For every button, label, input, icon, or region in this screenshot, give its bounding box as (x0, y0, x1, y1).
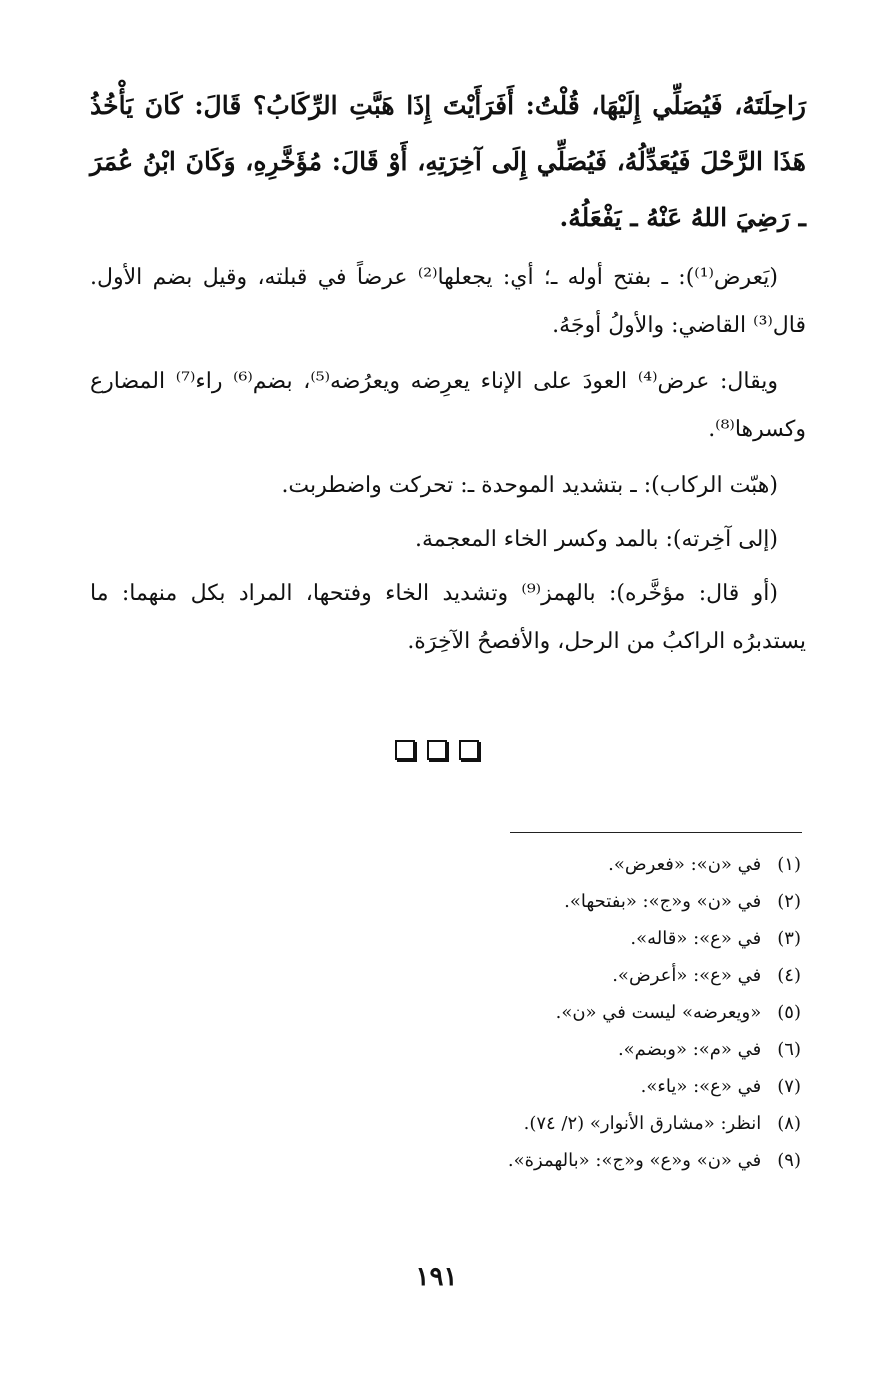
separator-square-icon (427, 740, 447, 760)
footnote: (٣) في «ع»: «قاله». (630, 928, 801, 949)
commentary-paragraph-1: (يَعرض⁽¹⁾): ـ بفتح أوله ـ؛ أي: يجعلها⁽²⁾ عرضاً في قبلته، وقيل بضم الأول. قال⁽³⁾ القاضي: والأولُ أوجَهُ. (90, 265, 806, 338)
section-separator (0, 740, 873, 760)
main-text (90, 78, 806, 674)
footnote: (٩) في «ن» و«ع» و«ج»: «بالهمزة». (507, 1150, 801, 1171)
footnote: (١) في «ن»: «فعرض». (608, 854, 801, 875)
commentary-paragraph-2: ويقال: عرض⁽⁴⁾ العودَ على الإناء يعرِضه ويعرُضه⁽⁵⁾، بضم⁽⁶⁾ راء⁽⁷⁾ المضارع وكسرها⁽⁸⁾. (90, 369, 806, 442)
footnote: (٥) «ويعرضه» ليست في «ن». (555, 1002, 801, 1023)
commentary-paragraph-5: (أو قال: مؤخَّره): بالهمز⁽⁹⁾ وتشديد الخاء وفتحها، المراد بكل منهما: ما يستدبرُه الراكبُ من الرحل، والأفصحُ الآخِرَة. (90, 581, 806, 654)
footnotes-list (241, 846, 801, 1179)
separator-square-icon (395, 740, 415, 760)
footnote-divider (510, 832, 802, 833)
commentary-paragraph-3: (هبّت الركاب): ـ بتشديد الموحدة ـ: تحركت واضطربت. (281, 473, 778, 498)
footnote: (٤) في «ع»: «أعرض». (612, 965, 801, 986)
footnote: (٦) في «م»: «وبضم». (617, 1039, 801, 1060)
footnote: (٧) في «ع»: «ياء». (640, 1076, 801, 1097)
page-number: ١٩١ (415, 1262, 458, 1292)
commentary-paragraph-4: (إلى آخِرته): بالمد وكسر الخاء المعجمة. (414, 527, 778, 552)
footnote: (٢) في «ن» و«ج»: «بفتحها». (564, 891, 801, 912)
hadith-text: رَاحِلَتَهُ، فَيُصَلِّي إِلَيْهَا، قُلْتُ: أَفَرَأَيْتَ إِذَا هَبَّتِ الرِّكَابُ؟ قَالَ: كَانَ يَأْخُذُ هَذَا الرَّحْلَ فَيُعَدِّلُهُ، فَيُصَلِّي إِلَى آخِرَتِهِ، أَوْ قَالَ: مُؤَخَّرِهِ، وَكَانَ ابْنُ عُمَرَ ـ رَضِيَ اللهُ عَنْهُ ـ يَفْعَلُهُ. (90, 91, 806, 232)
footnote: (٨) انظر: «مشارق الأنوار» (٢/ ٧٤). (523, 1113, 801, 1134)
separator-square-icon (459, 740, 479, 760)
